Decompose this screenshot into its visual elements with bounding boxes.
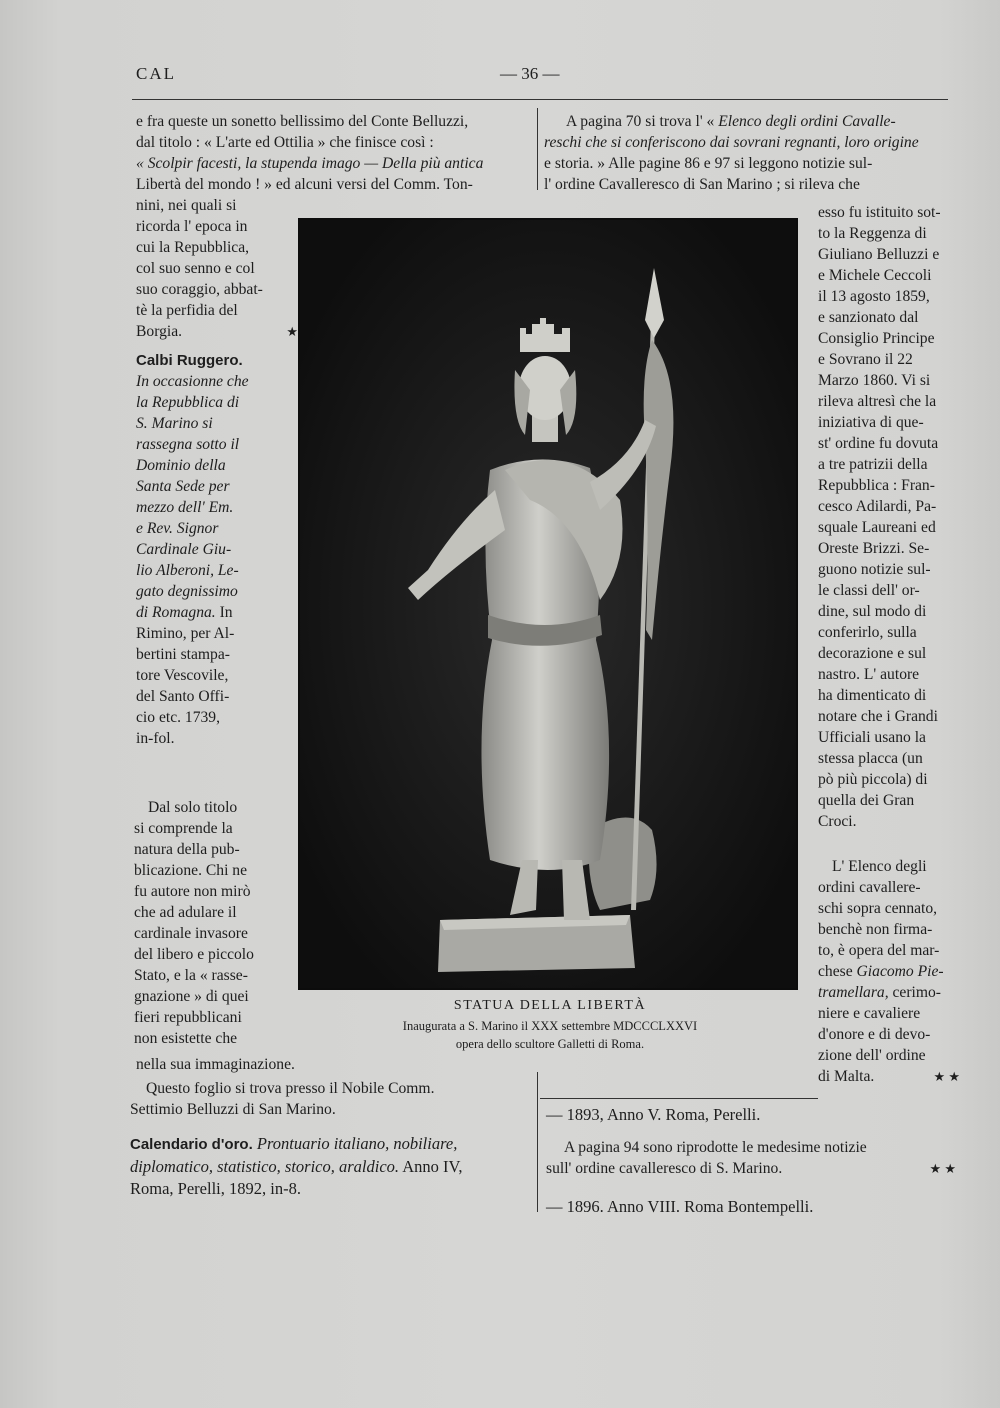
text-span: e storia. » xyxy=(544,155,606,172)
text-line: Stato, e la « rasse- xyxy=(134,967,248,984)
text-line: la Repubblica di xyxy=(136,394,240,411)
text-line: esso fu istituito sot- xyxy=(818,204,941,221)
text-line: Repubblica : Fran- xyxy=(818,477,935,494)
text-line: e Rev. Signor xyxy=(136,520,219,537)
text-span: In xyxy=(219,604,233,621)
text-line-with-star xyxy=(136,321,298,342)
text-line: a tre patrizii della xyxy=(818,456,928,473)
column-divider-bottom xyxy=(537,1072,538,1212)
text-line: — 1893, Anno V. Roma, Perelli. xyxy=(546,1105,761,1124)
figure-caption-line: Inaugurata a S. Marino il XXX settembre MDCCCLXXVI xyxy=(402,1019,698,1033)
text-line: fieri repubblicani xyxy=(134,1009,242,1026)
star-mark: ★ ★ xyxy=(933,1069,960,1084)
text-span: A pagina 70 si trova l' « xyxy=(566,113,715,130)
text-line: S. Marino si xyxy=(136,415,213,432)
left-para2-narrow xyxy=(134,797,296,1049)
text-line: cio etc. 1739, xyxy=(136,709,221,726)
text-line: e sanzionato dal xyxy=(818,309,919,326)
text-line: zione dell' ordine xyxy=(818,1047,926,1064)
text-line-mixed xyxy=(544,153,956,174)
text-line: to la Reggenza di xyxy=(818,225,927,242)
text-line: pò più piccola) di xyxy=(818,771,928,788)
text-line: Rimino, per Al- xyxy=(136,625,235,642)
left-para1-narrow xyxy=(136,195,298,342)
text-line-mixed xyxy=(818,961,960,982)
column-divider-top xyxy=(537,108,538,190)
text-line: Settimio Belluzzi di San Marino. xyxy=(130,1101,336,1118)
text-span: di Romagna. xyxy=(136,604,216,621)
text-line: dal titolo : « L'arte ed Ottilia » che finisce così : xyxy=(136,134,434,151)
text-line: stessa placca (un xyxy=(818,750,923,767)
text-line: di Malta. xyxy=(818,1068,875,1085)
text-line: Dominio della xyxy=(136,457,226,474)
text-line: iniziativa di que- xyxy=(818,414,924,431)
text-line: Santa Sede per xyxy=(136,478,230,495)
text-line: niere e cavaliere xyxy=(818,1005,921,1022)
text-line: d'onore e di devo- xyxy=(818,1026,931,1043)
text-line: mezzo dell' Em. xyxy=(136,499,234,516)
text-line: natura della pub- xyxy=(134,841,240,858)
text-line: cui la Repubblica, xyxy=(136,239,250,256)
text-span: Alle pagine 86 e 97 si leggono notizie sul- xyxy=(608,155,873,172)
entry-title-italic xyxy=(136,371,298,602)
text-line: che ad adulare il xyxy=(134,904,237,921)
text-line-mixed xyxy=(130,1133,525,1156)
text-line: del Santo Offi- xyxy=(136,688,230,705)
text-line-mixed xyxy=(136,602,298,623)
right-para2-narrow xyxy=(818,856,960,1087)
text-line: bertini stampa- xyxy=(136,646,230,663)
text-span: Elenco degli ordini Cavalle- xyxy=(718,113,896,130)
text-line: e Sovrano il 22 xyxy=(818,351,913,368)
entry-calendario xyxy=(130,1133,525,1200)
right-separator-rule xyxy=(540,1098,818,1099)
text-line: l' ordine Cavalleresco di San Marino ; si rileva che xyxy=(544,176,860,193)
entry-calbi xyxy=(136,350,298,749)
text-line: decorazione e sul xyxy=(818,645,927,662)
statue-photograph xyxy=(298,218,798,990)
text-line: In occasionne che xyxy=(136,373,249,390)
text-line: col suo senno e col xyxy=(136,260,255,277)
entry-heading: Calendario d'oro. xyxy=(130,1136,253,1153)
figure-caption-title: STATUA DELLA LIBERTÀ xyxy=(453,998,647,1013)
text-line-mixed xyxy=(130,1156,525,1178)
text-line: e fra queste un sonetto bellissimo del Conte Belluzzi, xyxy=(136,113,469,130)
text-line: Dal solo titolo xyxy=(148,799,238,816)
text-line-with-star xyxy=(818,1066,960,1087)
text-line: st' ordine fu dovuta xyxy=(818,435,939,452)
text-line: notare che i Grandi xyxy=(818,708,938,725)
text-line: ha dimenticato di xyxy=(818,687,927,704)
text-line: Giuliano Belluzzi e xyxy=(818,246,940,263)
text-line: rileva altresì che la xyxy=(818,393,937,410)
text-line: guono notizie sul- xyxy=(818,561,931,578)
text-line: L' Elenco degli xyxy=(832,858,927,875)
text-span: tramellara, xyxy=(818,984,889,1001)
right-para1-narrow xyxy=(818,202,960,832)
text-line: Ufficiali usano la xyxy=(818,729,926,746)
text-line: Croci. xyxy=(818,813,857,830)
text-line: lio Alberoni, Le- xyxy=(136,562,239,579)
text-line: benchè non firma- xyxy=(818,921,933,938)
text-line: Consiglio Principe xyxy=(818,330,935,347)
text-line: del libero e piccolo xyxy=(134,946,254,963)
header-rule xyxy=(132,99,948,100)
text-line: cardinale invasore xyxy=(134,925,248,942)
text-line: si comprende la xyxy=(134,820,233,837)
statue-illustration xyxy=(300,220,796,988)
text-line: sull' ordine cavalleresco di S. Marino. xyxy=(546,1160,783,1177)
text-line: ricorda l' epoca in xyxy=(136,218,248,235)
right-entry-1893 xyxy=(546,1104,956,1126)
star-mark: ★ xyxy=(286,324,298,339)
text-line: rassegna sotto il xyxy=(136,436,240,453)
text-line: Oreste Brizzi. Se- xyxy=(818,540,930,557)
text-line: Borgia. xyxy=(136,323,183,340)
text-line: Cardinale Giu- xyxy=(136,541,232,558)
text-line: tore Vescovile, xyxy=(136,667,229,684)
text-span: chese xyxy=(818,963,853,980)
text-line: to, è opera del mar- xyxy=(818,942,940,959)
running-header-section: CAL xyxy=(136,64,176,83)
text-span: diplomatico, statistico, storico, araldico. xyxy=(130,1157,400,1176)
page-number: — 36 — xyxy=(500,64,560,83)
text-span: Prontuario italiano, nobiliare, xyxy=(256,1134,458,1153)
right-para1-wide xyxy=(544,111,956,195)
text-line: e Michele Ceccoli xyxy=(818,267,932,284)
text-line: Libertà del mondo ! » ed alcuni versi del Comm. Ton- xyxy=(136,176,473,193)
text-line: tè la perfidia del xyxy=(136,302,238,319)
left-para2-wide xyxy=(136,1054,436,1075)
entry-heading: Calbi Ruggero. xyxy=(136,352,243,369)
left-para3 xyxy=(130,1078,520,1120)
text-line: gato degnissimo xyxy=(136,583,238,600)
text-span: Giacomo Pie- xyxy=(856,963,944,980)
left-para1-wide xyxy=(136,111,516,195)
text-line: quella dei Gran xyxy=(818,792,915,809)
text-line: fu autore non mirò xyxy=(134,883,251,900)
text-line-with-star xyxy=(546,1158,956,1179)
text-line: il 13 agosto 1859, xyxy=(818,288,930,305)
text-line: nini, nei quali si xyxy=(136,197,237,214)
text-line: conferirlo, sulla xyxy=(818,624,917,641)
text-line: nastro. L' autore xyxy=(818,666,920,683)
text-line: dine, sul modo di xyxy=(818,603,927,620)
text-line: non esistette che xyxy=(134,1030,238,1047)
text-line: A pagina 94 sono riprodotte le medesime notizie xyxy=(564,1139,867,1156)
text-line: blicazione. Chi ne xyxy=(134,862,248,879)
text-line: gnazione » di quei xyxy=(134,988,249,1005)
text-line: cesco Adilardi, Pa- xyxy=(818,498,937,515)
text-line: ordini cavallere- xyxy=(818,879,921,896)
text-line: Roma, Perelli, 1892, in-8. xyxy=(130,1179,301,1198)
text-line: reschi che si conferiscono dai sovrani regnanti, loro origine xyxy=(544,134,919,151)
figure-caption-line: opera dello scultore Galletti di Roma. xyxy=(455,1037,645,1051)
text-line: Questo foglio si trova presso il Nobile Comm. xyxy=(146,1080,435,1097)
text-line: Marzo 1860. Vi si xyxy=(818,372,931,389)
text-line: suo coraggio, abbat- xyxy=(136,281,263,298)
text-span: Anno IV, xyxy=(402,1157,463,1176)
text-line: — 1896. Anno VIII. Roma Bontempelli. xyxy=(546,1197,814,1216)
text-line: nella sua immaginazione. xyxy=(136,1056,295,1073)
text-line: squale Laureani ed xyxy=(818,519,936,536)
text-line: schi sopra cennato, xyxy=(818,900,938,917)
text-line-mixed xyxy=(818,982,960,1003)
star-mark: ★ ★ xyxy=(929,1161,956,1176)
text-line-mixed xyxy=(544,111,956,132)
text-line: « Scolpir facesti, la stupenda imago — Della più antica xyxy=(136,155,484,172)
right-entry-1896 xyxy=(546,1196,956,1218)
right-para3 xyxy=(546,1137,956,1179)
text-line: in-fol. xyxy=(136,730,175,747)
text-line: le classi dell' or- xyxy=(818,582,920,599)
text-span: cerimo- xyxy=(892,984,942,1001)
